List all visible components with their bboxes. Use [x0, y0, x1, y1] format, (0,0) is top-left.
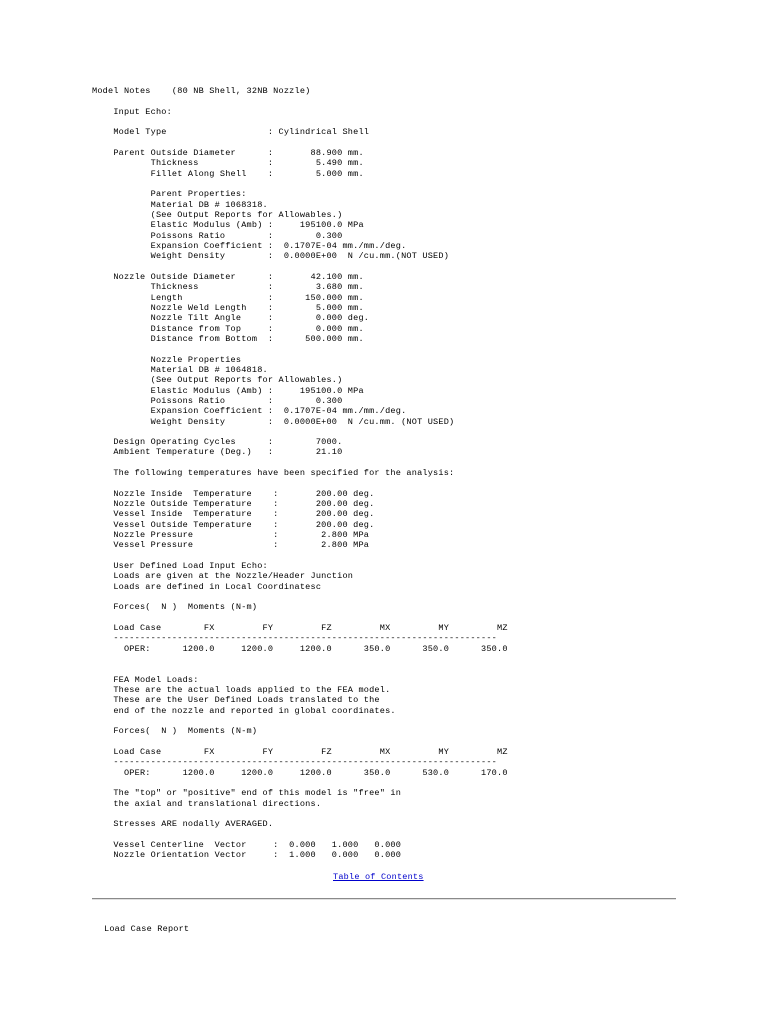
report-line — [92, 344, 508, 354]
report-line: Nozzle Pressure : 2.800 MPa — [92, 530, 370, 541]
report-line: (See Output Reports for Allowables.) — [92, 375, 343, 386]
report-line: Distance from Bottom : 500.000 mm. — [92, 333, 364, 344]
report-line — [92, 592, 508, 602]
report-line: Nozzle Outside Temperature : 200.00 deg. — [92, 499, 375, 510]
report-line — [92, 117, 508, 127]
report-line: Expansion Coefficient : 0.1707E-04 mm./mm./deg. — [92, 406, 407, 417]
report-line: Nozzle Orientation Vector : 1.000 0.000 0.000 — [92, 850, 402, 861]
report-line — [92, 654, 508, 664]
report-line: These are the User Defined Loads translated to the — [92, 695, 380, 706]
report-line: Expansion Coefficient : 0.1707E-04 mm./mm./deg. — [92, 240, 407, 251]
report-line: Material DB # 1068318. — [92, 199, 268, 210]
report-line — [92, 861, 508, 871]
report-line: Vessel Inside Temperature : 200.00 deg. — [92, 509, 375, 520]
report-line: Parent Properties: — [92, 189, 247, 200]
report-line: Thickness : 3.680 mm. — [92, 282, 364, 293]
report-line: Model Notes (80 NB Shell, 32NB Nozzle) — [92, 86, 311, 96]
report-line: Ambient Temperature (Deg.) : 21.10 — [92, 447, 343, 458]
report-line: Nozzle Tilt Angle : 0.000 deg. — [92, 313, 370, 324]
report-line: User Defined Load Input Echo: — [92, 561, 268, 572]
report-line — [92, 716, 508, 726]
report-line: OPER: 1200.0 1200.0 1200.0 350.0 530.0 170.0 — [92, 767, 508, 778]
report-line: The following temperatures have been specified for the analysis: — [92, 468, 455, 479]
report-line: Design Operating Cycles : 7000. — [92, 437, 343, 448]
report-line — [92, 458, 508, 468]
report-line: Load Case FX FY FZ MX MY MZ — [92, 747, 508, 757]
report-line — [92, 778, 508, 788]
report-line: Stresses ARE nodally AVERAGED. — [92, 819, 274, 830]
report-line: the axial and translational directions. — [92, 798, 322, 809]
report-line: Poissons Ratio : 0.300 — [92, 395, 343, 406]
report-line: Material DB # 1064818. — [92, 364, 268, 375]
report-line — [92, 262, 508, 272]
report-line: Weight Density : 0.0000E+00 N /cu.mm. (NOT USED) — [92, 416, 455, 427]
report-line: Loads are given at the Nozzle/Header Junction — [92, 571, 354, 582]
load-case-report-heading: Load Case Report — [104, 924, 190, 934]
report-line: These are the actual loads applied to the FEA model. — [92, 685, 391, 696]
report-line — [92, 427, 508, 437]
report-line: Weight Density : 0.0000E+00 N /cu.mm.(NOT USED) — [92, 251, 450, 262]
report-line — [92, 830, 508, 840]
report-line: Vessel Outside Temperature : 200.00 deg. — [92, 519, 375, 530]
report-line: Thickness : 5.490 mm. — [92, 158, 364, 169]
section-divider — [92, 898, 676, 900]
report-line: ------------------------------------------------------------------------ — [92, 633, 498, 644]
report-line: FEA Model Loads: — [92, 674, 199, 685]
report-line — [92, 478, 508, 488]
report-line: ------------------------------------------------------------------------ — [92, 757, 498, 768]
report-line: Elastic Modulus (Amb) : 195100.0 MPa — [92, 385, 364, 396]
report-line: (See Output Reports for Allowables.) — [92, 209, 343, 220]
model-notes-report — [92, 86, 508, 871]
report-line: end of the nozzle and reported in global coordinates. — [92, 705, 396, 716]
report-line — [92, 809, 508, 819]
report-line: Fillet Along Shell : 5.000 mm. — [92, 168, 364, 179]
report-line: Nozzle Properties — [92, 354, 242, 365]
report-line: Poissons Ratio : 0.300 — [92, 230, 343, 241]
report-line: Loads are defined in Local Coordinatesc — [92, 581, 322, 592]
report-line — [92, 179, 508, 189]
report-line — [92, 664, 508, 674]
report-line — [92, 138, 508, 148]
report-line — [92, 613, 508, 623]
report-line: Forces( N ) Moments (N-m) — [92, 726, 258, 737]
report-line: Load Case FX FY FZ MX MY MZ — [92, 623, 508, 634]
report-line: Elastic Modulus (Amb) : 195100.0 MPa — [92, 220, 364, 231]
report-line: Distance from Top : 0.000 mm. — [92, 323, 364, 334]
report-line: Nozzle Weld Length : 5.000 mm. — [92, 302, 364, 313]
report-line: Vessel Centerline Vector : 0.000 1.000 0.000 — [92, 839, 402, 850]
report-line — [92, 737, 508, 747]
report-line: OPER: 1200.0 1200.0 1200.0 350.0 350.0 350.0 — [92, 643, 508, 654]
report-line: Input Echo: — [92, 106, 172, 117]
report-line: The "top" or "positive" end of this model is "free" in — [92, 788, 402, 799]
report-line — [92, 96, 508, 106]
report-line: Vessel Pressure : 2.800 MPa — [92, 540, 370, 551]
report-line: Parent Outside Diameter : 88.900 mm. — [92, 147, 364, 158]
report-line: Length : 150.000 mm. — [92, 292, 364, 303]
report-line: Nozzle Inside Temperature : 200.00 deg. — [92, 488, 375, 499]
report-line: Model Type : Cylindrical Shell — [92, 127, 370, 138]
table-of-contents-link[interactable]: Table of Contents — [333, 872, 424, 882]
report-line: Nozzle Outside Diameter : 42.100 mm. — [92, 271, 364, 282]
report-line — [92, 551, 508, 561]
report-line: Forces( N ) Moments (N-m) — [92, 602, 258, 613]
